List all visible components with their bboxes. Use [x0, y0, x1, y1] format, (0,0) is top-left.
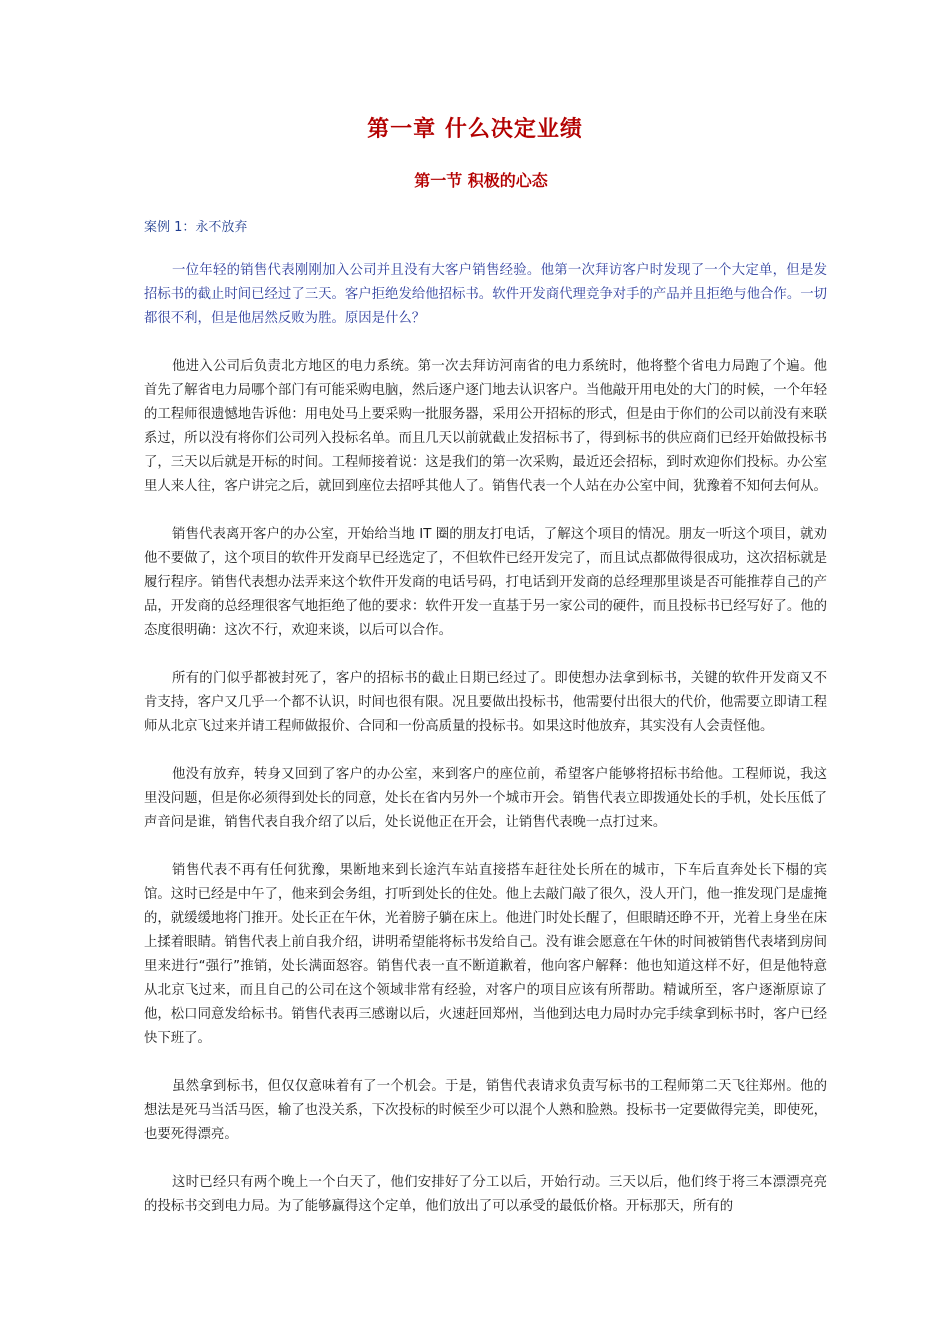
paragraph-intro: 一位年轻的销售代表刚刚加入公司并且没有大客户销售经验。他第一次拜访客户时发现了一个大定单，但是发招标书的截止时间已经过了三天。客户拒绝发给他招标书。软件开发商代理竞争对手的产品并且拒绝与他合作。一切都很不利，但是他居然反败为胜。原因是什么？ [144, 263, 827, 326]
paragraph: 他没有放弃，转身又回到了客户的办公室，来到客户的座位前，希望客户能够将招标书给他。工程师说，我这里没问题，但是你必须得到处长的同意，处长在省内另外一个城市开会。销售代表立即拨通处长的手机，处长压低了声音问是谁，销售代表自我介绍了以后，处长说他正在开会，让销售代表晚一点打过来。 [144, 767, 827, 830]
chapter-title: 第一章 什么决定业绩 [367, 117, 583, 142]
paragraph: 虽然拿到标书，但仅仅意味着有了一个机会。于是，销售代表请求负责写标书的工程师第二天飞往郑州。他的想法是死马当活马医，输了也没关系，下次投标的时候至少可以混个人熟和脸熟。投标书一定要做得完美，即使死，也要死得漂亮。 [144, 1079, 827, 1142]
body-text [144, 259, 827, 1243]
paragraph: 销售代表离开客户的办公室，开始给当地 IT 圈的朋友打电话，了解这个项目的情况。朋友一听这个项目，就劝他不要做了，这个项目的软件开发商早已经选定了，不但软件已经开发完了，而且试点都做得很成功，这次招标就是履行程序。销售代表想办法弄来这个软件开发商的电话号码，打电话到开发商的总经理那里谈是否可能推荐自己的产品，开发商的总经理很客气地拒绝了他的要求：软件开发一直基于另一家公司的硬件，而且投标书已经写好了。他的态度很明确：这次不行，欢迎来谈，以后可以合作。 [144, 527, 827, 638]
paragraph: 所有的门似乎都被封死了，客户的招标书的截止日期已经过了。即使想办法拿到标书，关键的软件开发商又不肯支持，客户又几乎一个都不认识，时间也很有限。况且要做出投标书，他需要付出很大的代价，他需要立即请工程师从北京飞过来并请工程师做报价、合同和一份高质量的投标书。如果这时他放弃，其实没有人会责怪他。 [144, 671, 827, 734]
paragraph: 销售代表不再有任何犹豫，果断地来到长途汽车站直接搭车赶往处长所在的城市，下车后直奔处长下榻的宾馆。这时已经是中午了，他来到会务组，打听到处长的住处。他上去敲门敲了很久，没人开门，他一推发现门是虚掩的，就缓缓地将门推开。处长正在午休，光着膀子躺在床上。他进门时处长醒了，但眼睛还睁不开，光着上身坐在床上揉着眼睛。销售代表上前自我介绍，讲明希望能将标书发给自己。没有谁会愿意在午休的时间被销售代表堵到房间里来进行“强行”推销，处长满面怒容。销售代表一直不断道歉着，他向客户解释：他也知道这样不好，但是他特意从北京飞过来，而且自己的公司在这个领域非常有经验，对客户的项目应该有所帮助。精诚所至，客户逐渐原谅了他，松口同意发给标书。销售代表再三感谢以后，火速赶回郑州，当他到达电力局时办完手续拿到标书时，客户已经快下班了。 [144, 863, 827, 1046]
case-label: 案例 1：永不放弃 [144, 220, 248, 235]
paragraph: 这时已经只有两个晚上一个白天了，他们安排好了分工以后，开始行动。三天以后，他们终于将三本漂漂亮亮的投标书交到电力局。为了能够赢得这个定单，他们放出了可以承受的最低价格。开标那天，所有的 [144, 1175, 827, 1214]
section-title: 第一节 积极的心态 [414, 171, 548, 190]
paragraph: 他进入公司后负责北方地区的电力系统。第一次去拜访河南省的电力系统时，他将整个省电力局跑了个遍。他首先了解省电力局哪个部门有可能采购电脑，然后逐户逐门地去认识客户。当他敲开用电处的大门的时候，一个年轻的工程师很遗憾地告诉他：用电处马上要采购一批服务器，采用公开招标的形式，但是由于你们的公司以前没有来联系过，所以没有将你们公司列入投标名单。而且几天以前就截止发招标书了，得到标书的供应商们已经开始做投标书了，三天以后就是开标的时间。工程师接着说：这是我们的第一次采购，最近还会招标，到时欢迎你们投标。办公室里人来人往，客户讲完之后，就回到座位去招呼其他人了。销售代表一个人站在办公室中间，犹豫着不知何去何从。 [144, 359, 827, 494]
